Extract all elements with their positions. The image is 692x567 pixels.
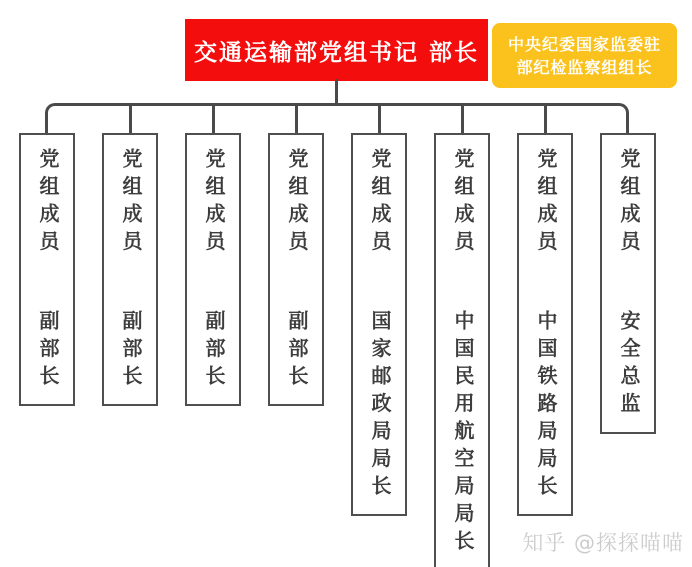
- member-title-label: 安全总监: [617, 309, 641, 420]
- connector-drop: [378, 105, 381, 133]
- connector-drop: [461, 105, 464, 133]
- member-role-label: 党组成员: [617, 148, 641, 258]
- member-role-label: 党组成员: [368, 148, 392, 258]
- member-role-label: 党组成员: [534, 148, 558, 258]
- member-role-label: 党组成员: [451, 148, 475, 258]
- member-role-label: 党组成员: [202, 148, 226, 258]
- member-node: [185, 133, 241, 406]
- member-title-label: 副部长: [36, 309, 60, 392]
- member-title-label: 副部长: [119, 309, 143, 392]
- member-node: [19, 133, 75, 406]
- side-node-line2: 部纪检监察组组长: [516, 57, 653, 77]
- connector-drop: [295, 105, 298, 133]
- side-node-line1: 中央纪委国家监委驻: [507, 34, 661, 54]
- member-role-label: 党组成员: [119, 148, 143, 258]
- root-node-minister: 交通运输部党组书记 部长: [185, 19, 488, 81]
- member-title-label: 中国民用航空局局长: [451, 309, 475, 557]
- member-title-label: 国家邮政局局长: [368, 309, 392, 502]
- member-node: [268, 133, 324, 406]
- member-title-label: 中国铁路局局长: [534, 309, 558, 502]
- member-node: [517, 133, 573, 516]
- member-node: [102, 133, 158, 406]
- member-node: [600, 133, 656, 434]
- side-node-discipline-inspection: [492, 23, 677, 88]
- member-node: [351, 133, 407, 516]
- member-row: [19, 133, 656, 567]
- member-role-label: 党组成员: [285, 148, 309, 258]
- connector-bus: [45, 103, 629, 133]
- watermark: 知乎 @探探喵喵: [522, 531, 684, 555]
- member-title-label: 副部长: [202, 309, 226, 392]
- member-node: [434, 133, 490, 567]
- connector-stem: [335, 79, 338, 105]
- connector-drop: [544, 105, 547, 133]
- member-title-label: 副部长: [285, 309, 309, 392]
- connector-drop: [129, 105, 132, 133]
- member-role-label: 党组成员: [36, 148, 60, 258]
- connector-drop: [212, 105, 215, 133]
